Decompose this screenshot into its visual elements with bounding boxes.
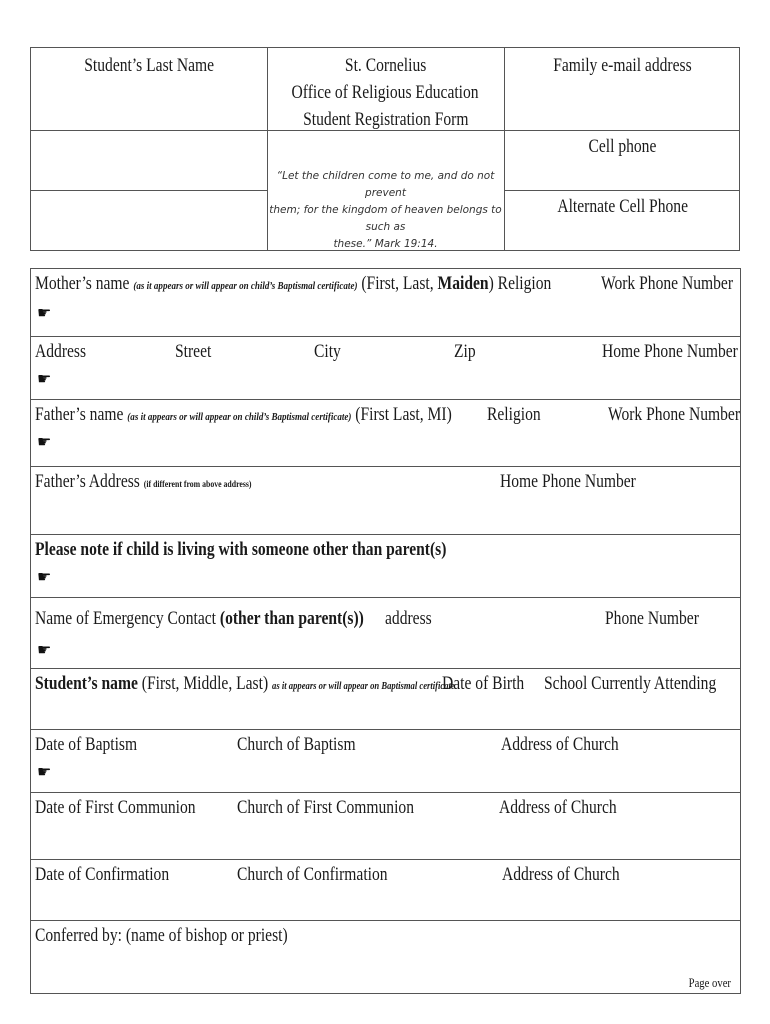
father-religion-label: Religion xyxy=(487,404,541,425)
mother-name-format-pre: (First, Last, xyxy=(361,273,434,294)
home-phone-label-wrap xyxy=(602,341,768,363)
mother-name-note: (as it appears or will appear on child’s Baptismal certificate) xyxy=(133,280,358,292)
emergency-name-label-group xyxy=(35,608,436,630)
scripture-quote xyxy=(267,168,504,253)
living-note-label: Please note if child is living with someone other than parent(s) xyxy=(35,539,447,560)
mother-work-phone-label: Work Phone Number xyxy=(601,273,734,294)
conferred-by-wrap xyxy=(35,925,343,947)
student-name-format: (First, Middle, Last) xyxy=(141,673,269,694)
mother-name-format-bold: Maiden xyxy=(437,273,489,294)
father-name-note: (as it appears or will appear on child’s Baptismal certificate) xyxy=(127,411,352,423)
dob-wrap xyxy=(442,673,542,695)
header-table xyxy=(30,47,740,251)
quote-line-3: these.” Mark 19:14. xyxy=(333,238,438,250)
pointing-hand-icon: ☛ xyxy=(37,369,52,388)
father-home-phone-label: Home Phone Number xyxy=(500,471,636,492)
zip-label: Zip xyxy=(454,341,476,362)
father-home-phone-wrap xyxy=(500,471,666,493)
alternate-cell-cell[interactable] xyxy=(504,193,741,220)
pointing-hand-icon: ☛ xyxy=(37,303,52,322)
living-arrangement-row[interactable] xyxy=(31,535,740,598)
family-email-cell[interactable] xyxy=(504,52,741,79)
alternate-cell-label: Alternate Cell Phone xyxy=(557,196,688,217)
confirmation-church-wrap xyxy=(237,864,421,886)
baptism-church-label: Church of Baptism xyxy=(237,734,356,755)
baptism-church-wrap xyxy=(237,734,382,756)
row-divider xyxy=(504,190,739,191)
street-label-wrap xyxy=(175,341,219,363)
conferred-by-label: Conferred by: (name of bishop or priest) xyxy=(35,925,288,946)
zip-label-wrap xyxy=(454,341,480,363)
dob-label: Date of Birth xyxy=(442,673,525,694)
student-name-label: Student’s name xyxy=(35,673,138,694)
city-label-wrap xyxy=(314,341,347,363)
form-heading xyxy=(267,52,504,133)
school-wrap xyxy=(544,673,754,695)
emergency-address-label: address xyxy=(385,608,432,629)
mother-work-phone-label-wrap xyxy=(601,273,762,295)
address-label: Address xyxy=(35,341,87,362)
confirmation-address-label: Address of Church xyxy=(502,864,620,885)
student-last-name-cell[interactable] xyxy=(31,52,267,79)
baptism-address-wrap xyxy=(501,734,645,756)
father-address-row[interactable] xyxy=(31,467,740,535)
emergency-name-label: Name of Emergency Contact xyxy=(35,608,216,629)
confirmation-church-label: Church of Confirmation xyxy=(237,864,388,885)
communion-date-wrap xyxy=(35,797,231,819)
baptism-date-label: Date of Baptism xyxy=(35,734,138,755)
communion-church-wrap xyxy=(237,797,453,819)
father-row[interactable] xyxy=(31,400,740,467)
father-name-format: (First Last, MI) xyxy=(355,404,452,425)
emergency-phone-wrap xyxy=(605,608,720,630)
emergency-phone-label: Phone Number xyxy=(605,608,699,629)
pointing-hand-icon: ☛ xyxy=(37,762,52,781)
office-name: Office of Religious Education xyxy=(291,82,480,103)
confirmation-date-wrap xyxy=(35,864,199,886)
baptism-row[interactable] xyxy=(31,730,740,793)
baptism-address-label: Address of Church xyxy=(501,734,619,755)
address-label-wrap xyxy=(35,341,97,363)
communion-date-label: Date of First Communion xyxy=(35,797,196,818)
mother-name-label: Mother’s name xyxy=(35,273,130,294)
father-address-note: (if different from above address) xyxy=(143,480,252,490)
form-title: Student Registration Form xyxy=(302,109,469,130)
registration-form xyxy=(30,268,741,994)
page-over-wrap xyxy=(684,975,736,991)
mother-name-label-group xyxy=(35,273,665,297)
city-label: City xyxy=(314,341,341,362)
cell-phone-label: Cell phone xyxy=(588,136,657,157)
school-label: School Currently Attending xyxy=(544,673,717,694)
student-last-name-label: Student’s Last Name xyxy=(84,55,214,76)
cell-phone-cell[interactable] xyxy=(504,133,741,160)
communion-address-wrap xyxy=(499,797,643,819)
father-address-label-group xyxy=(35,471,299,496)
living-note-wrap xyxy=(35,539,537,561)
conferred-by-row[interactable] xyxy=(31,921,740,993)
father-address-label: Father’s Address xyxy=(35,471,140,492)
quote-line-1: “Let the children come to me, and do not prevent xyxy=(276,170,495,199)
mother-religion-label: Religion xyxy=(497,273,552,294)
emergency-contact-row[interactable] xyxy=(31,598,740,669)
row-divider xyxy=(504,130,739,131)
baptism-date-wrap xyxy=(35,734,160,756)
student-last-name-field-2[interactable] xyxy=(31,191,267,250)
father-name-label: Father’s name xyxy=(35,404,124,425)
mother-name-format-post: ) xyxy=(488,273,494,294)
pointing-hand-icon: ☛ xyxy=(37,640,52,659)
home-phone-label: Home Phone Number xyxy=(602,341,738,362)
pointing-hand-icon: ☛ xyxy=(37,432,52,451)
confirmation-date-label: Date of Confirmation xyxy=(35,864,170,885)
parish-name: St. Cornelius xyxy=(344,55,427,76)
page-over-label: Page over xyxy=(689,975,732,990)
communion-church-label: Church of First Communion xyxy=(237,797,415,818)
student-last-name-field[interactable] xyxy=(31,131,267,189)
father-work-phone-wrap xyxy=(608,404,769,426)
mother-row[interactable] xyxy=(31,269,740,337)
father-religion-wrap xyxy=(487,404,552,426)
student-name-note: as it appears or will appear on Baptismal certificate xyxy=(272,681,455,692)
communion-address-label: Address of Church xyxy=(499,797,617,818)
pointing-hand-icon: ☛ xyxy=(37,567,52,586)
emergency-name-bold: (other than parent(s)) xyxy=(219,608,364,629)
family-email-label: Family e-mail address xyxy=(553,55,692,76)
quote-line-2: them; for the kingdom of heaven belongs to such as xyxy=(269,204,502,233)
confirmation-address-wrap xyxy=(502,864,646,886)
emergency-address-wrap xyxy=(385,608,442,630)
father-name-label-group xyxy=(35,404,543,428)
confirmation-row[interactable] xyxy=(31,860,740,921)
father-work-phone-label: Work Phone Number xyxy=(608,404,741,425)
address-row[interactable] xyxy=(31,337,740,400)
communion-row[interactable] xyxy=(31,793,740,860)
street-label: Street xyxy=(175,341,212,362)
student-row[interactable] xyxy=(31,669,740,730)
